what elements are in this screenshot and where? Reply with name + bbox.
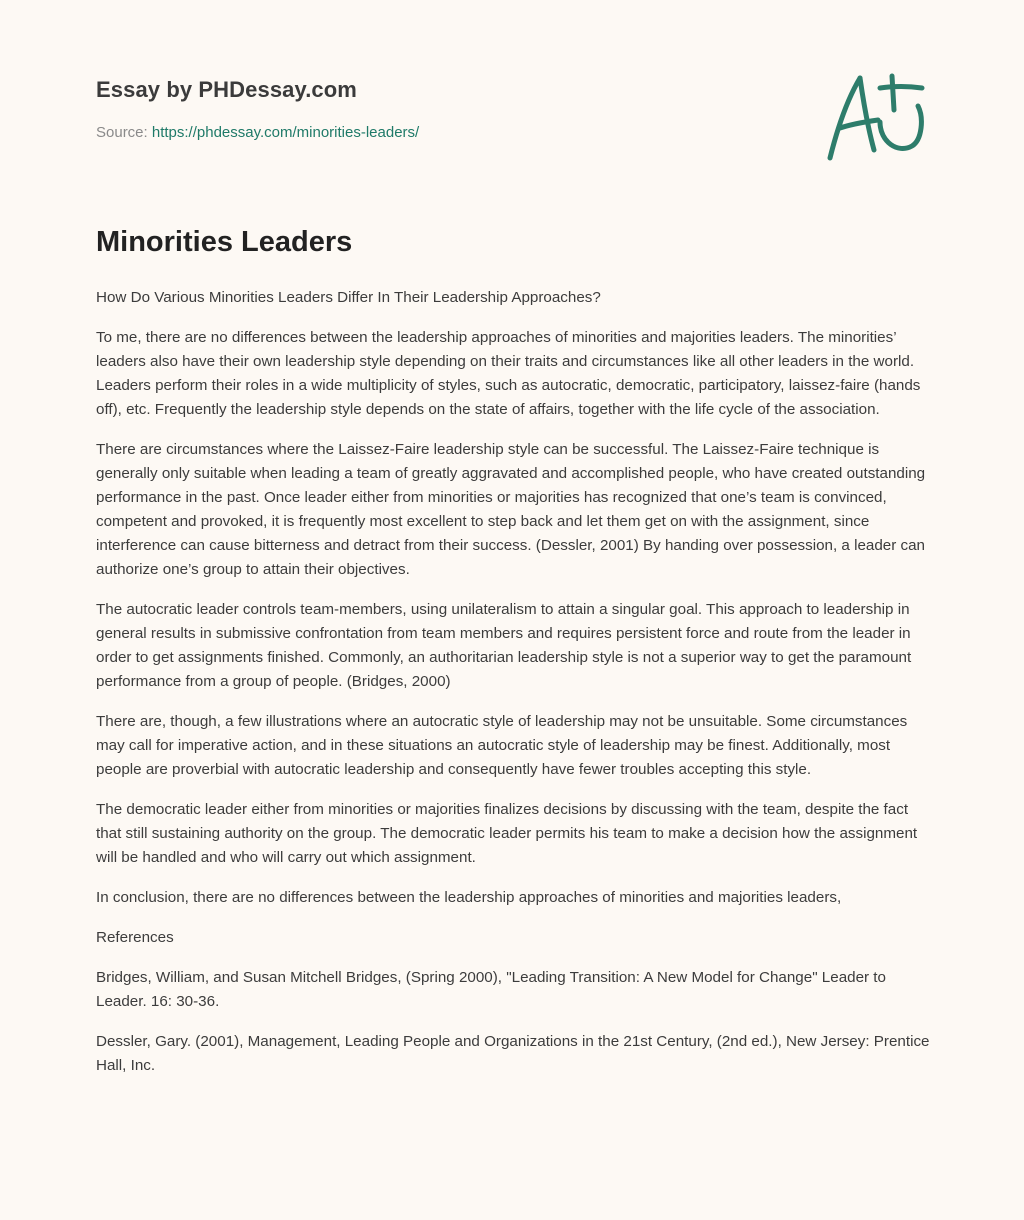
essay-paragraph: To me, there are no differences between the leadership approaches of minorities and majorities leaders. The minorities’ leaders also have their own leadership style depending on their traits and circumstances like all other leaders in the world. Leaders perform their roles in a wide multiplicity of styles, such as autocratic, democratic, participatory, laissez-faire (hands off), etc. Frequently the leadership style depends on the state of affairs, together with the life cycle of the association.: [96, 329, 921, 418]
site-brand: Essay by PHDessay.com: [96, 77, 357, 102]
source-label: Source:: [96, 124, 152, 141]
essay-paragraph: There are, though, a few illustrations where an autocratic style of leadership may not be unsuitable. Some circumstances may call for imperative action, and in these situations an autocratic style of leadership may be finest. Additionally, most people are proverbial with autocratic leadership and consequently have fewer troubles accepting this style.: [96, 713, 908, 778]
essay-body: [96, 286, 936, 1094]
essay-paragraph: How Do Various Minorities Leaders Differ In Their Leadership Approaches?: [96, 289, 601, 306]
essay-paragraph: The autocratic leader controls team-members, using unilateralism to attain a singular goal. This approach to leadership in general results in submissive confrontation from team members and requires persistent force and route from the leader in order to get assignments finished. Commonly, an authoritarian leadership style is not a superior way to get the paramount performance from a group of people. (Bridges, 2000): [96, 601, 912, 690]
essay-paragraph: In conclusion, there are no differences between the leadership approaches of minorities and majorities leaders,: [96, 889, 842, 906]
source-line: [96, 124, 419, 141]
essay-paragraph: There are circumstances where the Laissez-Faire leadership style can be successful. The Laissez-Faire technique is generally only suitable when leading a team of greatly aggravated and accomplished people, who have created outstanding performance in the past. Once leader either from minorities or majorities has recognized that one’s team is convinced, competent and provoked, it is frequently most excellent to step back and let them get on with the assignment, since interference can cause bitterness and detract from their success. (Dessler, 2001) By handing over possession, a leader can authorize one’s group to attain their objectives.: [96, 441, 926, 578]
a-plus-logo-icon: [818, 66, 930, 170]
essay-paragraph: The democratic leader either from minorities or majorities finalizes decisions by discussing with the team, despite the fact that still sustaining authority on the group. The democratic leader permits his team to make a decision how the assignment will be handled and who will carry out which assignment.: [96, 801, 918, 866]
essay-title: Minorities Leaders: [96, 226, 353, 258]
references-heading: References: [96, 929, 174, 946]
reference-entry: Dessler, Gary. (2001), Management, Leading People and Organizations in the 21st Century, (2nd ed.), New Jersey: Prentice Hall, Inc.: [96, 1033, 930, 1074]
reference-entry: Bridges, William, and Susan Mitchell Bridges, (Spring 2000), "Leading Transition: A New Model for Change" Leader to Leader. 16: 30-36.: [96, 969, 886, 1010]
source-link[interactable]: https://phdessay.com/minorities-leaders/: [151, 124, 420, 141]
